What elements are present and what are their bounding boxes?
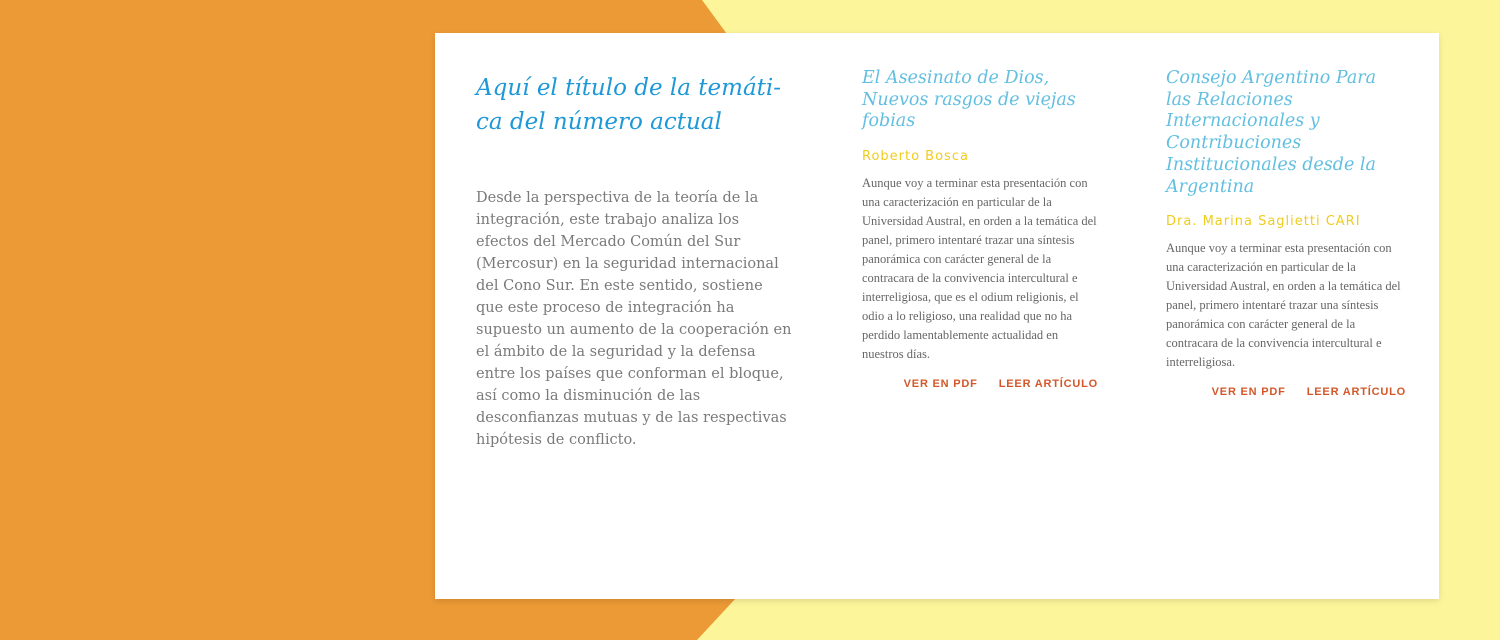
issue-card: [435, 33, 1439, 599]
article-title: Consejo Argentino Para las Relaciones Internacionales y Contribuciones Institucionales desde la Argentina: [1166, 68, 1377, 197]
article-excerpt: Aunque voy a terminar esta presentación con una caracterización en particular de la Universidad Austral, en orden a la temática del panel, primero intentaré trazar una síntesis panorámica con carácter general de la contracara de la convivencia intercultural e interreligiosa, que es el odium religionis, el odio a lo religioso, una realidad que no ha perdido lamentablemente actualidad en nuestros días.: [862, 176, 1097, 362]
issue-title: Aquí el título de la temáti-ca del número actual: [476, 75, 782, 135]
article-excerpt: Aunque voy a terminar esta presentación con una caracterización en particular de la Universidad Austral, en orden a la temática del panel, primero intentaré trazar una síntesis panorámica con carácter general de la contracara de la convivencia intercultural e interreligiosa.: [1166, 241, 1401, 370]
read-article-link[interactable]: LEER ARTÍCULO: [998, 378, 1098, 391]
article-actions: [862, 372, 1098, 391]
article-card-1: [862, 68, 1098, 391]
article-author: Dra. Marina Saglietti CARI: [1166, 214, 1361, 230]
read-article-link[interactable]: LEER ARTÍCULO: [1306, 386, 1406, 399]
view-pdf-link[interactable]: VER EN PDF: [903, 378, 978, 391]
article-actions: [1166, 380, 1406, 399]
article-card-2: [1166, 68, 1406, 399]
article-title: El Asesinato de Dios, Nuevos rasgos de viejas fobias: [862, 68, 1076, 132]
view-pdf-link[interactable]: VER EN PDF: [1211, 386, 1286, 399]
article-author: Roberto Bosca: [862, 149, 969, 165]
issue-description: Desde la perspectiva de la teoría de la integración, este trabajo analiza los efectos del Mercado Común del Sur (Mercosur) en la seguridad internacional del Cono Sur. En este sentido, sostiene que este proceso de integración ha supuesto un aumento de la cooperación en el ámbito de la seguridad y la defensa entre los países que conforman el bloque, así como la disminución de las desconfianzas mutuas y de las respectivas hipótesis de conflicto.: [476, 190, 792, 448]
issue-intro: [476, 71, 794, 451]
